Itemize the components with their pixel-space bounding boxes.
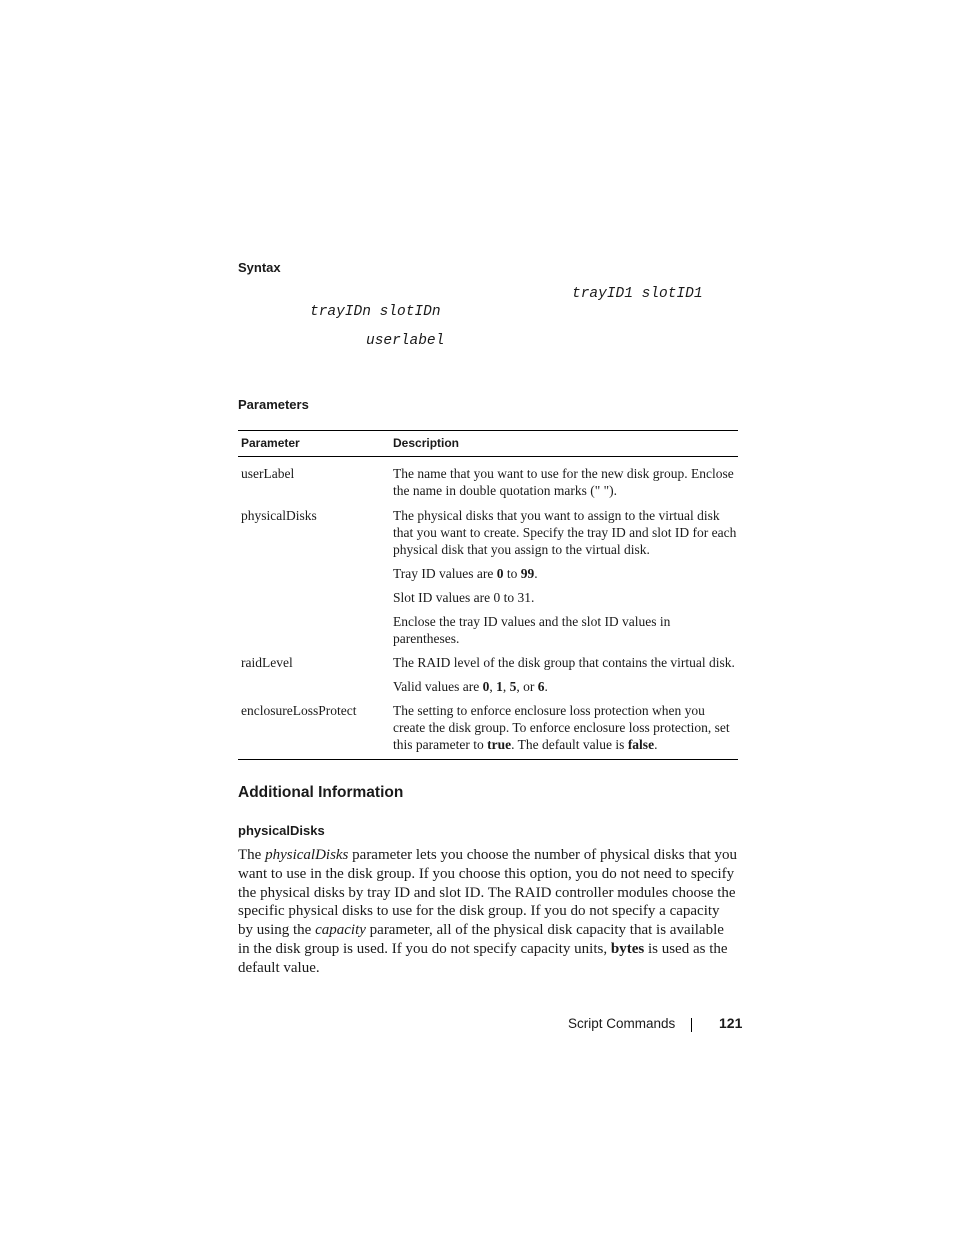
physicaldisks-subheading: physicalDisks [238, 823, 325, 838]
body-paragraph: The physicalDisks parameter lets you choose the number of physical disks that you want to use in the disk group. If you choose this option, you do not need to specify the physical disks by tray ID and slot ID. The RAID controller modules choose the specific physical disks to use for the disk group. If you do not specify a capacity by using the capacity parameter, all of the physical disk capacity that is available in the disk group is used. If you do not specify capacity units, bytes is used as the default value. [238, 847, 738, 976]
parameters-table [238, 430, 738, 760]
additional-info-heading: Additional Information [238, 784, 404, 801]
table-row [238, 654, 738, 695]
param-description [393, 465, 738, 499]
param-description [393, 654, 738, 695]
column-header-description: Description [393, 436, 460, 450]
param-name: physicalDisks [241, 508, 317, 523]
param-description [393, 507, 738, 647]
description-paragraph: The name that you want to use for the new disk group. Enclose the name in double quotation marks (" "). [393, 466, 734, 498]
description-paragraph: Enclose the tray ID values and the slot ID values in parentheses. [393, 614, 671, 646]
param-description [393, 702, 738, 753]
description-paragraph: Slot ID values are 0 to 31. [393, 590, 535, 605]
table-header [238, 430, 738, 457]
parameters-heading: Parameters [238, 397, 309, 412]
param-name: raidLevel [241, 655, 293, 670]
syntax-code-line-1: trayID1 slotID1 [572, 286, 703, 302]
description-paragraph: The physical disks that you want to assign to the virtual disk that you want to create. Specify the tray ID and slot ID for each physical disk that you assign to the virtual disk. [393, 508, 737, 557]
table-row [238, 702, 738, 760]
param-name: enclosureLossProtect [241, 703, 357, 718]
syntax-code-line-3: userlabel [366, 333, 445, 349]
page-number: 121 [719, 1015, 743, 1031]
syntax-code-line-2: trayIDn slotIDn [310, 304, 441, 320]
column-header-parameter: Parameter [241, 436, 300, 450]
description-paragraph: The RAID level of the disk group that contains the virtual disk. [393, 655, 735, 670]
footer-section-title: Script Commands [568, 1016, 676, 1031]
param-name: userLabel [241, 466, 295, 481]
table-row [238, 457, 738, 499]
description-paragraph: The setting to enforce enclosure loss protection when you create the disk group. To enforce enclosure loss protection, set this parameter to true. The default value is false. [393, 703, 730, 752]
description-paragraph: Valid values are 0, 1, 5, or 6. [393, 679, 548, 694]
syntax-heading: Syntax [238, 260, 281, 275]
table-row [238, 506, 738, 647]
physicaldisks-paragraph [238, 846, 738, 978]
footer-separator [691, 1018, 692, 1032]
description-paragraph: Tray ID values are 0 to 99. [393, 566, 538, 581]
